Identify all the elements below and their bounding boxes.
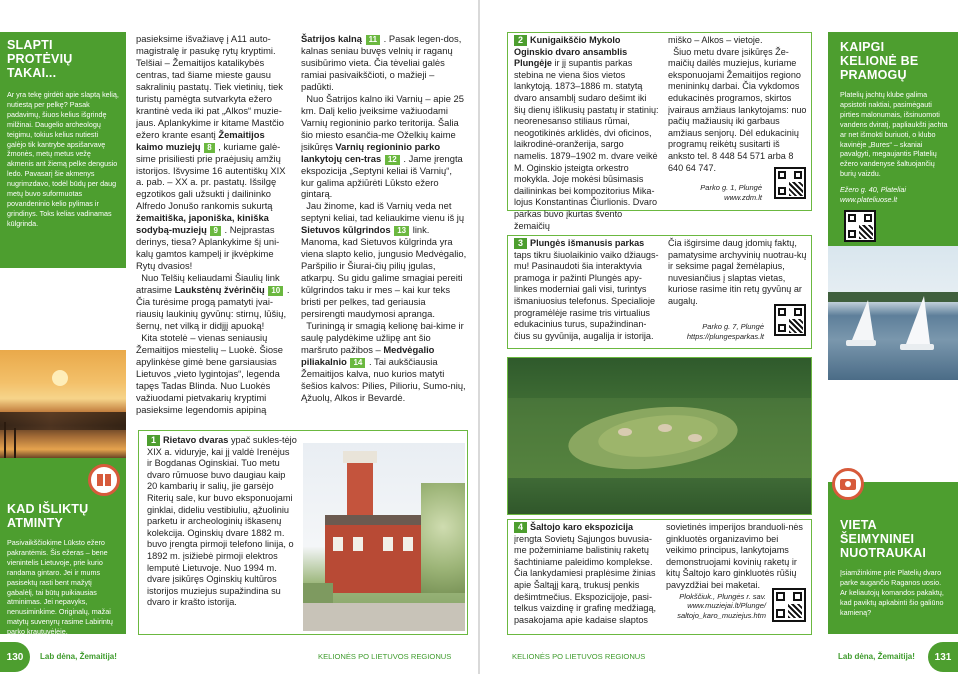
map-marker-number: 11 (366, 35, 380, 45)
map-marker-number: 8 (204, 143, 214, 153)
footer-right-title: Lab dėna, Žemaitija! (838, 652, 915, 661)
box-4-address (658, 592, 766, 620)
box-title: Šaltojo karo ekspozicija (530, 522, 634, 532)
place-name: Varnių regioninio parko lankytojų cen-tras (301, 140, 441, 164)
map-marker-number: 10 (268, 286, 283, 296)
sidebar-top-title: SLAPTI PROTĖVIŲ TAKAI... (7, 38, 73, 80)
map-marker-number: 13 (394, 226, 409, 236)
place-name: Medvėgalio piliakalnio (301, 343, 435, 367)
address: Parko g. 7, Plungė (702, 322, 764, 331)
sidebar-top-panel (0, 32, 126, 268)
map-marker-number: 9 (210, 226, 220, 236)
qr-code-icon[interactable] (774, 167, 806, 199)
box-text: ir jį supantis parkas stebina ne viena šios vietos lankytoją. 1873–1886 m. statytą dvaro ansamblį sudaro dešimt iki šių dienų išlikusių pastatų ir statinių: neorenesanso stiliaus rūmai, neogotikinės arklidės, dvi oficinos, laikrodinė-oranžerija, sargo namelis. 1879–1902 m. dvare veikė M. Oginskio įsteigta orkestro mokykla. Joje mokėsi būsimasis dailininkas bei kompozitorius Mika-lojus Konstantinas Čiurlionis. Dvaro parkas buvo įkurtas švento žemaičių (514, 58, 659, 231)
box-4-col-2 (666, 522, 808, 592)
sidebar-top-text: Ar yra tekę girdėti apie slaptą kelią, nutiestą per pelkę? Pasak padavimų, šiuos kelius išgrindę milžinai. Daugelio archeologų teigimu, tokius kelius nutiesti galėjo tik kantrybe apsišarvavę žmonės, metų metus vežę akmenis ant žiemą pelke dengusio ledo. Pavasarį šie akmenys nugrimzdavo, todėl būdų per daug metų buvo suformuotas povandeninio kelio pylimas ir grindinys. Toks kelias vadinamas kūlgrinda. (7, 90, 119, 228)
box-text: miško – Alkos – vietoje. (668, 35, 763, 45)
paragraph-text: , kuriame galė-sime prisiliesti prie praėjusių amžių istorijos. Išvysime 16 autentiškų XIX a. pab. – XX a. pr. pastatų. Išsilgę egzotikos gali užsukti į dailininko Alfredo Jonušo rankomis sukurtą (136, 140, 286, 212)
box-2-col-2 (668, 35, 808, 174)
box-2-col-1 (514, 35, 660, 232)
map-marker-number: 12 (385, 155, 400, 165)
address: Plokščiuk., Plungės r. sav. (679, 592, 766, 601)
footer-left-center: KELIONĖS PO LIETUVOS REGIONUS (318, 652, 452, 661)
info-box-smart-park (507, 235, 812, 349)
sidebar-bottom-title: KAD IŠLIKTŲ ATMINTY (7, 502, 89, 530)
box-text: Šiuo metu dvare įsikūręs Že-maičių dailės muziejus, kuriame eksponuojami Žemaitijos regiono menininkų darbai. Čia vykdomos edukacinės programos, skirtos įvairaus amžiaus lankytojams: nuo pačių mažiausių iki garbaus amžiaus senjorų. Dėl edukacinių programų reikėtų susitarti iš anksto tel. (668, 46, 807, 161)
box-number-badge: 3 (514, 238, 527, 249)
left-column-1 (136, 33, 291, 428)
address: Parko g. 1, Plungė (700, 183, 762, 192)
sailboats-photo (828, 246, 958, 380)
rietavas-manor-photo (303, 443, 465, 631)
sidebar-bottom-panel (828, 482, 958, 634)
qr-code-icon[interactable] (844, 210, 876, 242)
left-sidebar (0, 32, 126, 637)
box-3-col-2 (668, 238, 808, 308)
box-text: sovietinės imperijos branduoli-nės ginkluotės organizavimo bei veikimo principus, lankytojams demonstruojami kovinių raketų ir kitų Šaltojo karo ginkluotės rūšių pavyzdžiai bei maketai. (666, 522, 803, 590)
place-name: Žemaitijos kaimo muziejų (136, 128, 265, 152)
box-title: Plungės išmanusis parkas (530, 238, 645, 248)
sidebar-bottom-text: Pasivaikščiokime Lūksto ežero pakrantėmis. Šis ežeras – bene vienintelis Lietuvoje, prie kurio randama gintaro. Jei ir mums pasisektų rasti bent mažytį gabalėlį, tai būtų puikiausias atminimas. Jei nepavyks, nenusiminkime. Originalų, mažai matytų suvenyrų rasime Labirintų parko krautuvėlėje. (7, 538, 113, 637)
box-title: Kunigaikščio Mykolo Oginskio dvaro ansamblis Plungėje (514, 35, 628, 69)
box-text: įrengta Sovietų Sąjungos buvusia-me požeminiame balistinių raketų šachtiniame paleidimo komplekse. Čia lankydamiesi praplėsime žinias apie Šaltąjį karą, trukusį penkis dešimtmečius. Ekspozicijoje, pasi-telkus vaizdinę ir grafinę medžiagą, pasakojama apie kadaise slaptos (514, 533, 657, 625)
qr-code-icon[interactable] (772, 588, 806, 622)
sidebar-bottom-title: VIETA ŠEIMYNINEI NUOTRAUKAI (840, 518, 927, 560)
box-2-address (668, 183, 762, 203)
gift-icon (88, 464, 120, 496)
page-number-right: 131 (928, 642, 958, 672)
sidebar-bottom-panel (0, 458, 126, 637)
info-box-rietavas (138, 430, 468, 635)
sidebar-top-title: KAIPGI KELIONĖ BE PRAMOGŲ (840, 40, 919, 82)
paragraph-text: . Tai aukščiausia Žemaitijos kalva, nuo kurios matyti šešios kalvos: Pilies, Pilioriu, Sumo-nių, Ąžuolų, Alkos ir Bevardė. (301, 355, 466, 403)
camera-icon (832, 468, 864, 500)
place-name: Sietuvos kūlgrindos (301, 224, 391, 236)
paragraph-text: Nuo Telšių keliaudami Šiaulių link atrasime (136, 272, 280, 296)
box-3-col-1 (514, 238, 662, 342)
footer-left-title: Lab dėna, Žemaitija! (40, 652, 117, 661)
place-name: žemaitiška, japoniška, kiniška sodybą-muziejų (136, 212, 269, 236)
box-title: Rietavo dvaras (163, 435, 229, 445)
paragraph-text: Kita stotelė – vienas seniausių Žemaitijos miestelių – Luokė. Šiose apylinkėse gimė bene garsiausias Lietuvos „vieto lygintojas“, legenda tapęs Tadas Blinda. Nuo Luokės važiuodami pietvakarių kryptimi pasieksime legendomis apipiną (136, 331, 283, 415)
box-text: ypač sukles-tėjo XIX a. viduryje, kai jį valdė Irenėjus ir Bogdanas Oginskiai. Tuo metu dvaro rūmuose buvo daugiau kaip 20 kambarių ir salių, jie garsėjo Riterių sale, kur buvo eksponuojami ginklai, dideliu vestibiuliu, ąžuoliniu parketu ir archeologinių iškasenų kolekcija. Oginskių dvare 1882 m. buvo įrengta pirmoji telefono linija, o 1892 m. įsižiebė pirmoji elektros lemputė Lietuvoje. Nuo 1994 m. dvare įsikūręs Oginskių kultūros istorijos muziejus supažindina su dvaro ir krašto istorija. (147, 435, 297, 608)
left-column-2 (301, 33, 467, 428)
page-spine (478, 0, 480, 674)
box-4-col-1 (514, 522, 660, 626)
box-number-badge: 4 (514, 522, 527, 533)
address: Ežero g. 40, Plateliai (840, 185, 906, 195)
website-link[interactable]: www.plateliuose.lt (840, 195, 898, 205)
box-text: Čia išgirsime daug įdomių faktų, pamatysime archyvinių nuotrau-kų ir seksime pagal žemėlapius, nuvesiančius į slaptas vietas, kuriose rasime itin retų gyvūnų ar augalų. (668, 238, 807, 306)
paragraph-text: . Neįprastas derinys, tiesa? Aplankykime šį uni-kalų gamtos kampelį ir įkvėpkime Rytų dvasios! (136, 224, 280, 272)
sunset-lake-photo (0, 350, 126, 458)
sidebar-bottom-text: Įsiamžinkime prie Platelių dvaro parke augančio Raganos uosio. Ar keliautojų komandos pakaktų, kad paviktų apkabinti šio galiūno kamieną? (840, 568, 944, 617)
paragraph-text: . Čia turėsime progą pamatyti įvai-riausių laukinių gyvūnų: stirnų, lūšių, šernų, net vilką ir didįjį apuoką! (136, 284, 290, 332)
map-marker-number: 14 (350, 358, 365, 368)
page-number-left: 130 (0, 642, 30, 672)
right-sidebar (828, 32, 958, 634)
box-1-text (147, 435, 297, 609)
aerial-forest-photo (507, 357, 812, 515)
paragraph-text: . Jame įrengta ekspozicija „Septyni keliai iš Varnių“, kur galima apžiūrėti Lūksto ežero gintarą. (301, 152, 463, 200)
website-link[interactable]: https://plungesparkas.lt (686, 332, 764, 341)
box-number-badge: 1 (147, 435, 160, 446)
qr-code-icon[interactable] (774, 304, 806, 336)
sidebar-top-text: Platelių jachtų klube galima apsistoti naktiai, pasimėgauti pirties malonumais, išsinuomoti vandens dviratį, papliaukšti jachta ar net išmokti buriuoti, o klubo kavinėje „Bures“ – skaniai pavalgyti, megaujantis Platelių ežero vandenyse šaltuojančių burių vaizdu. (840, 90, 948, 179)
paragraph-text: Turiningą ir smagią kelionę bai-kime ir saulę palydėkime užlipę ant šio maršruto pažibos – (301, 320, 464, 355)
box-number-badge: 2 (514, 35, 527, 46)
paragraph-text: . Pasak legen-dos, kalnas seniau buvęs velnių ir raganų susibūrimo vieta. Čia tėveliai galės ramiai pasivaikščioti, o mažieji – padūkti. (301, 33, 462, 92)
paragraph-text: Nuo Šatrijos kalno iki Varnių – apie 25 km. Dalį kelio įveiksime važiuodami Varnių regioninio parko teritorija. Šalia šio miesto esančia-me Oželkių kaime įsikūręs (301, 92, 464, 152)
website-link[interactable]: www.zdm.lt (724, 193, 762, 202)
box-text: taps tikru šiuolaikinio vaiko džiaugs-mu! Pasinaudoti šia interaktyvia pramoga ir pažinti Plungės apy-linkes moderniai gali visi, turintys išmaniuosius telefonus. Specialioje programėlėje rasime tris virtualius edukacinius turus, supažindinan-čius su gyvūnija, augalija ir istorija. (514, 249, 659, 341)
box-3-address (668, 322, 764, 342)
info-box-plunge-manor (507, 32, 812, 231)
phone-number: 8 448 54 571 arba 8 640 64 747. (668, 150, 794, 173)
place-name: Laukstėnų žvėrinčių (174, 284, 265, 296)
sidebar-top-address (840, 185, 948, 205)
sidebar-top-panel (828, 32, 958, 246)
place-name: Šatrijos kalną (301, 33, 362, 44)
paragraph-text: pasieksime išvažiavę į A11 auto-magistralę ir pasukę rytų kryptimi. Telšiai – Žemaitijos katalikybės centras, tad šiame mieste gausu sakralinių pastatų. Tiek vietinių, tiek turistų pamėgta sutvarkyta ežero krantinė veda iki pat „Alkos“ muzie-jaus. Aplankykime ir kitame Mastčio ežero krante esantį (136, 33, 284, 140)
info-box-cold-war (507, 519, 812, 635)
website-link[interactable]: www.muziejai.lt/Plunge/ saltojo_karo_muziejus.htm (677, 601, 766, 620)
footer-right-center: KELIONĖS PO LIETUVOS REGIONUS (512, 652, 646, 661)
paragraph-text: link. Manoma, kad Sietuvos kūlgrinda yra viena slapto kelio, jungusio Medvėgalio, Paršpilio ir Šiurai-čių pilių įgulas, atkarpų. Su gidu galime smagiai pereiti kūlgrindos taku ir mes – kai kur teks bristi per pelkes, tad geriausia persirengti maudymosi apranga. (301, 224, 467, 320)
paragraph-text: Jau žinome, kad iš Varnių veda net septyni keliai, tad keliaukime vienu iš jų (301, 200, 465, 224)
